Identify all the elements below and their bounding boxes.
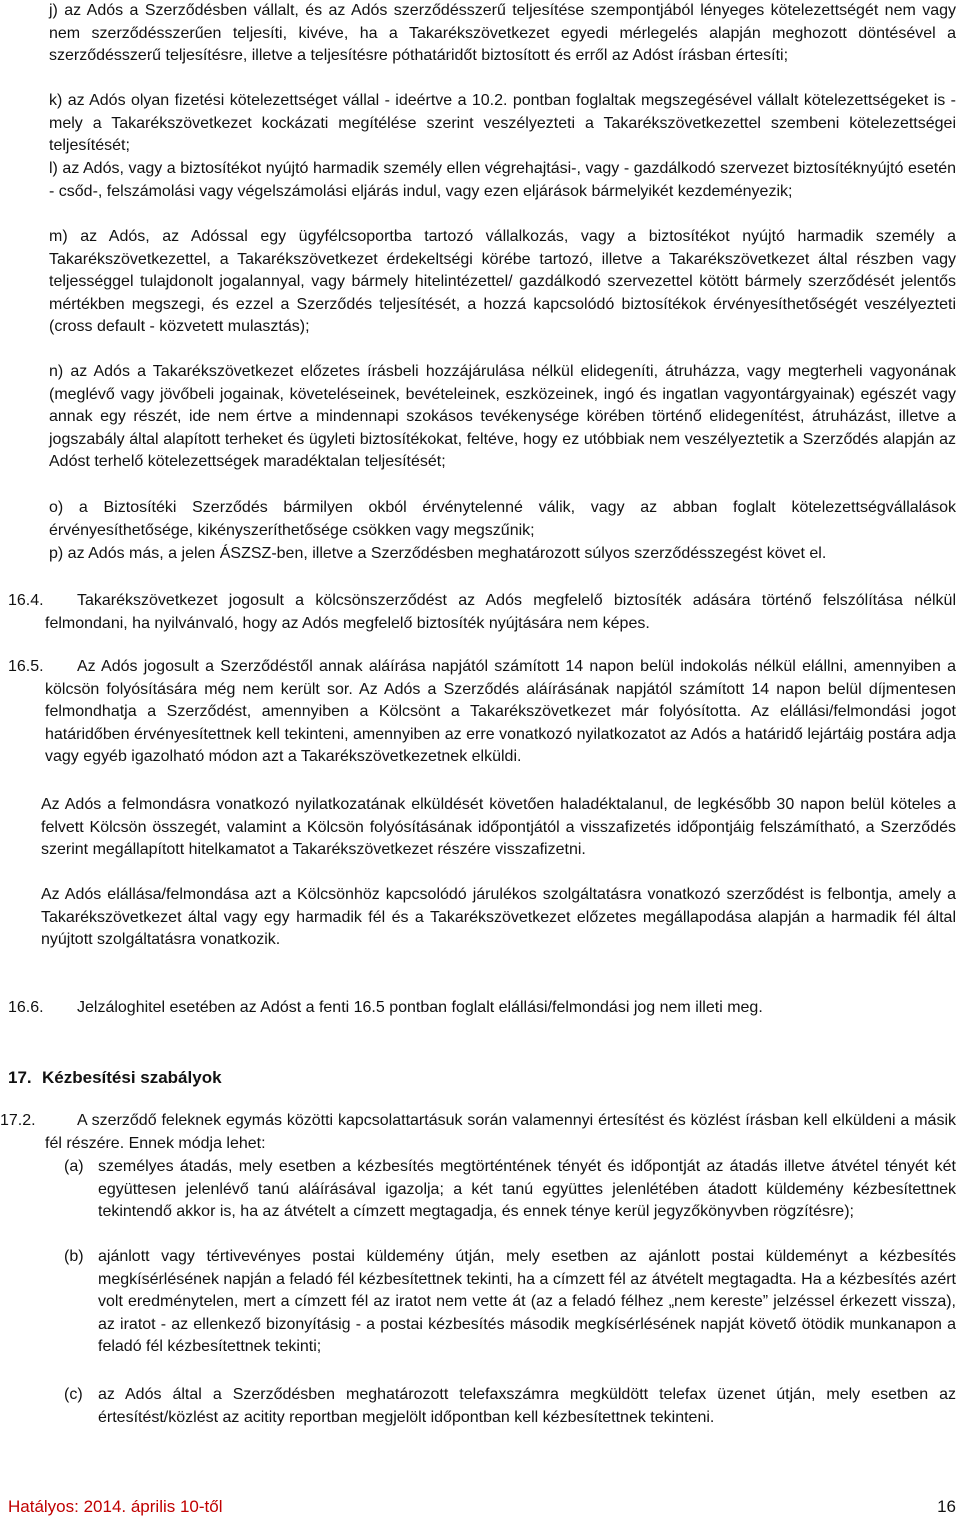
- list-label-b: (b): [64, 1248, 84, 1265]
- paragraph-item-l: l) az Adós, vagy a biztosítékot nyújtó harmadik személy ellen végrehajtási-, vagy - gazdálkodó szervezet biztosítéknyújtó esetén - csőd-, felszámolási vagy végelszámolási eljárás indul, vagy ezen eljárások bármelyikét kezdeményezik;: [49, 160, 956, 200]
- paragraph-item-k: k) az Adós olyan fizetési kötelezettséget vállal - ideértve a 10.2. pontban foglaltak megszegésével vállalt kötelezettségeket is - mely a Takarékszövetkezet kockázati megítélése szerint veszélyezteti a Takarékszövetkezettel szembeni kötelezettségei teljesítését;: [49, 92, 956, 155]
- list-label-a: (a): [64, 1158, 84, 1175]
- section-number-16-4: 16.4.: [8, 592, 44, 609]
- section-16-5-paragraph-3: Az Adós elállása/felmondása azt a Kölcsönhöz kapcsolódó járulékos szolgáltatásra vonatkozó szerződést is felbontja, amely a Takarékszövetkezet által vagy egy harmadik fél és a Takarékszövetkezet előzetes megállapodása alapján a harmadik fél által nyújtott szolgáltatásra vonatkozik.: [41, 886, 956, 949]
- paragraph-item-p: p) az Adós más, a jelen ÁSZSZ-ben, illetve a Szerződésben meghatározott súlyos szerződésszegést követ el.: [49, 545, 827, 562]
- section-number-16-5: 16.5.: [8, 658, 44, 675]
- page-footer: [8, 1497, 960, 1519]
- list-item-a: személyes átadás, mely esetben a kézbesítés megtörténtének tényét és időpontját az átadás illetve átvétel tényét két együttesen jelenlévő tanú aláírásával igazolja; a két tanú együttes jelenlétében átadott küldemény kézbesítettnek tekintendő akkor is, ha az átvételt a címzett megtagadja, és ennek ténye kerül jegyzőkönyvben rögzítésre);: [98, 1158, 956, 1221]
- list-label-c: (c): [64, 1386, 83, 1403]
- paragraph-item-o: o) a Biztosítéki Szerződés bármilyen okból érvénytelenné válik, vagy az abban foglalt kötelezettségvállalások érvényesíthetősége, kikényszeríthetősége csökken vagy megszűnik;: [49, 499, 956, 539]
- section-number-17: 17.: [8, 1068, 32, 1087]
- section-16-4-text: Takarékszövetkezet jogosult a kölcsönszerződést az Adós megfelelő biztosíték adására történő felszólítása nélkül felmondani, ha nyilvánvaló, hogy az Adós megfelelő biztosíték nyújtására nem képes.: [45, 592, 956, 632]
- section-number-17-2: 17.2.: [0, 1112, 36, 1129]
- section-17-2-text: A szerződő feleknek egymás közötti kapcsolattartásuk során valamennyi értesítést és közlést írásban kell elküldeni a másik fél részére. Ennek módja lehet:: [45, 1112, 956, 1152]
- section-16-6-text: Jelzáloghitel esetében az Adóst a fenti 16.5 pontban foglalt elállási/felmondási jog nem illeti meg.: [77, 999, 763, 1016]
- section-17-heading: Kézbesítési szabályok: [42, 1068, 222, 1087]
- paragraph-item-n: n) az Adós a Takarékszövetkezet előzetes írásbeli hozzájárulása nélkül elidegeníti, átruházza, vagy megterheli vagyonának (meglévő vagy jövőbeli jogainak, követeléseinek, bevételeinek, eszközeinek, ingó és ingatlan vagyontárgyainak) egészét vagy annak egy részét, ide nem értve a mindennapi szokásos tevékenysége körében történő elidegenítést, átruházást, illetve a jogszabály által alapított terheket és ügyleti biztosítékokat, feltéve, hogy ez utóbbiak nem veszélyeztetik a Szerződés alapján az Adóst terhelő kötelezettségek maradéktalan teljesítését;: [49, 363, 956, 471]
- page-number: 16: [937, 1497, 956, 1516]
- section-16-5-text: Az Adós jogosult a Szerződéstől annak aláírása napjától számított 14 napon belül indokolás nélkül elállni, amennyiben a kölcsön folyósítására még nem került sor. Az Adós a Szerződés aláírásának napjától számított 14 napon belül díjmentesen felmondhatja a Szerződést, amennyiben a Kölcsönt a Takarékszövetkezet már folyósította. Az elállási/felmondási jogot határidőben érvényesítettnek kell tekinteni, amennyiben az erre vonatkozó nyilatkozatot az Adós a határidő lejártáig postára adja vagy egyéb igazolható módon azt a Takarékszövetkezetnek elküldi.: [45, 658, 956, 766]
- paragraph-item-j: j) az Adós a Szerződésben vállalt, és az Adós szerződésszerű teljesítése szempontjából lényeges kötelezettségét nem vagy nem szerződésszerűen teljesíti, kivéve, ha a Takarékszövetkezet egyedi mérlegelés alapján meghozott döntésével a szerződésszerű teljesítésre, illetve a teljesítésre póthatáridőt biztosított és erről az Adóst írásban értesíti;: [49, 2, 956, 65]
- paragraph-item-m: m) az Adós, az Adóssal egy ügyfélcsoportba tartozó vállalkozás, vagy a biztosítékot nyújtó harmadik személy a Takarékszövetkezettel, a Takarékszövetkezet érdekeltségi körébe tartozó, illetve a Takarékszövetkezet által részben vagy teljességgel tulajdonolt jogalannyal, vagy bármely hitelintézettel/ gazdálkodó szervezettel kötött bármely szerződését jelentős mértékben megszegi, és ezzel a Szerződés teljesítését, a hozzá kapcsolódó biztosítékok érvényesíthetőségét veszélyezteti (cross default - közvetett mulasztás);: [49, 228, 956, 336]
- list-item-b: ajánlott vagy tértivevényes postai küldemény útján, mely esetben az ajánlott postai küldeményt a kézbesítés megkísérlésének napján a feladó fél kézbesítettnek tekinti, ha a címzett fél az átvételt megtagadta. Ha a kézbesítés azért volt eredménytelen, mert a címzett fél az iratot nem vette át (az a feladó félhez „nem kereste” jelzéssel érkezett vissza), az iratot - az ellenkező bizonyításig - a postai kézbesítés második megkísérlésének napját követő ötödik munkanapon a feladó fél kézbesítettnek tekinti;: [98, 1248, 956, 1356]
- list-item-c: az Adós által a Szerződésben meghatározott telefaxszámra megküldött telefax üzenet útján, mely esetben az értesítést/közlést az acitity reportban megjelölt időpontban kell kézbesítettnek tekinteni.: [98, 1386, 956, 1426]
- section-16-5-paragraph-2: Az Adós a felmondásra vonatkozó nyilatkozatának elküldését követően haladéktalanul, de legkésőbb 30 napon belül köteles a felvett Kölcsön összegét, valamint a Kölcsön folyósításának időpontjától a visszafizetés időpontjáig felszámítható, a Szerződés szerint megállapított hitelkamatot a Takarékszövetkezet részére visszafizetni.: [41, 796, 956, 859]
- section-number-16-6: 16.6.: [8, 999, 44, 1016]
- effective-date: Hatályos: 2014. április 10-től: [8, 1497, 223, 1516]
